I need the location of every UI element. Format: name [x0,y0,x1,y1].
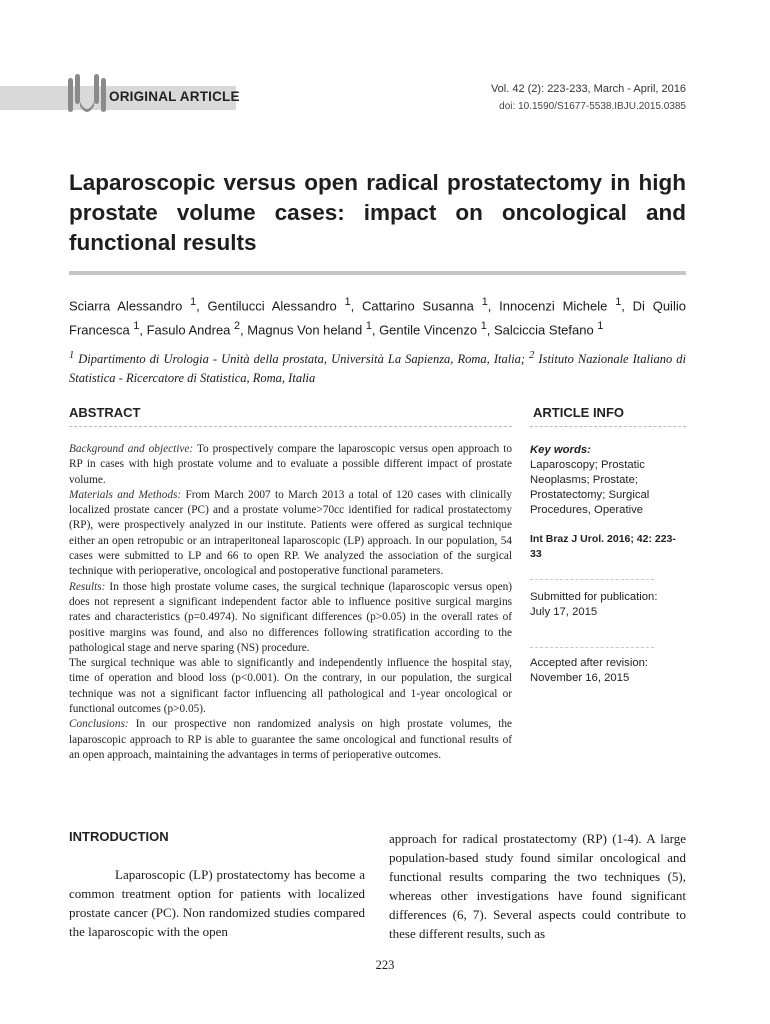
volume-info: Vol. 42 (2): 223-233, March - April, 2016 [490,83,686,95]
section-label: ORIGINAL ARTICLE [109,89,240,104]
introduction-left-column: Laparoscopic (LP) prostatectomy has become a common treatment option for patients with localized prostate cancer (PC). Non randomized studies compared the laparoscopic with the open [69,867,365,939]
info-divider-1 [530,579,654,580]
abstract-divider [69,426,512,427]
keywords-label: Key words: [530,444,591,456]
article-info-divider [530,426,686,427]
abstract-results: Results: In those high prostate volume cases, the surgical technique (laparoscopic versus open) does not represent a significant independent factor able to influence positive surgical margins rates and characteristics (p=0.4974). No significant differences (p>0.05) in the overall rates of positive margins was found, and also no differences following stratification according to the pathological stage and nerve sparing (NS) procedure. [69,580,512,654]
abstract-results-2: The surgical technique was able to significantly and independently influence the hospital stay, time of operation and blood loss (p<0.001). On the contrary, in our population, the surgical technique was not a significant factor influencing all pathological and 1-year oncological or functional outcomes (p>0.05). [69,657,512,716]
abstract-methods: Materials and Methods: From March 2007 to March 2013 a total of 120 cases with clinically localized prostate cancer (PC) and a prostate volume>70cc identified for radical prostatectomy (RP), were prospectively analyzed in our institute. Patients were offered as surgical technique either an open retropubic or an intraperitoneal laparoscopic (LP) approach. In our population, 54 cases were submitted to LP and 66 to open RP. We analyzed the association of the surgical technique with perioperative, oncological and postoperative functional parameters. [69,488,512,578]
submitted-label: Submitted for publication: [530,591,658,603]
introduction-heading: INTRODUCTION [69,829,169,844]
abstract-heading: ABSTRACT [69,405,141,420]
accepted-label: Accepted after revision: [530,657,649,669]
abstract-conclusions: Conclusions: In our prospective non randomized analysis on high prostate volumes, the laparoscopic approach to RP is able to guarantee the same oncological and functional results of an open approach, maintaining the advantages in terms of perioperative outcomes. [69,718,512,761]
journal-logo-icon [64,72,112,118]
page-number: 223 [375,958,395,972]
title-divider [69,271,686,275]
author-list: Sciarra Alessandro $^1$, Gentilucci Alessandro $^1$, Cattarino Susanna $^1$, Innocenzi Michele $^1$, Di Quilio Francesca $^1$, Fasulo Andrea $^2$, Magnus Von heland $^1$, Gentile Vincenzo $^1$, Salciccia Stefano $^1$ [69,296,686,338]
accepted-date: November 16, 2015 [530,672,630,684]
abstract-background: Background and objective: To prospectively compare the laparoscopic versus open approach to RP in cases with high prostate volume and to evaluate a possible different impact of prostate volume. [69,443,512,486]
keywords-list: Laparoscopy; Prostatic Neoplasms; Prostate; Prostatectomy; Surgical Procedures, Operative [530,459,650,516]
doi-link[interactable]: doi: 10.1590/S1677-5538.IBJU.2015.0385 [499,101,686,112]
keywords-block [530,443,686,518]
citation: Int Braz J Urol. 2016; 42: 223-33 [530,533,676,560]
submitted-block [530,590,686,620]
info-divider-2 [530,647,654,648]
submitted-date: July 17, 2015 [530,606,598,618]
accepted-block [530,656,686,686]
affiliations: $^1$ Dipartimento di Urologia - Unità della prostata, Università La Sapienza, Roma, Italia; $^2$ Istituto Nazionale Italiano di Statistica - Ricercatore di Statistica, Roma, Italia [69,350,687,386]
article-info-heading: ARTICLE INFO [533,405,624,420]
introduction-right-column: approach for radical prostatectomy (RP) (1-4). A large population-based study found similar oncological and functional results comparing the two techniques (5), whereas other investigations have found significant differences (6, 7). Several aspects could contribute to these different results, such as [389,831,686,941]
article-title: Laparoscopic versus open radical prostatectomy in high prostate volume cases: impact on oncological and functional results [69,170,686,255]
abstract-body [69,442,512,763]
